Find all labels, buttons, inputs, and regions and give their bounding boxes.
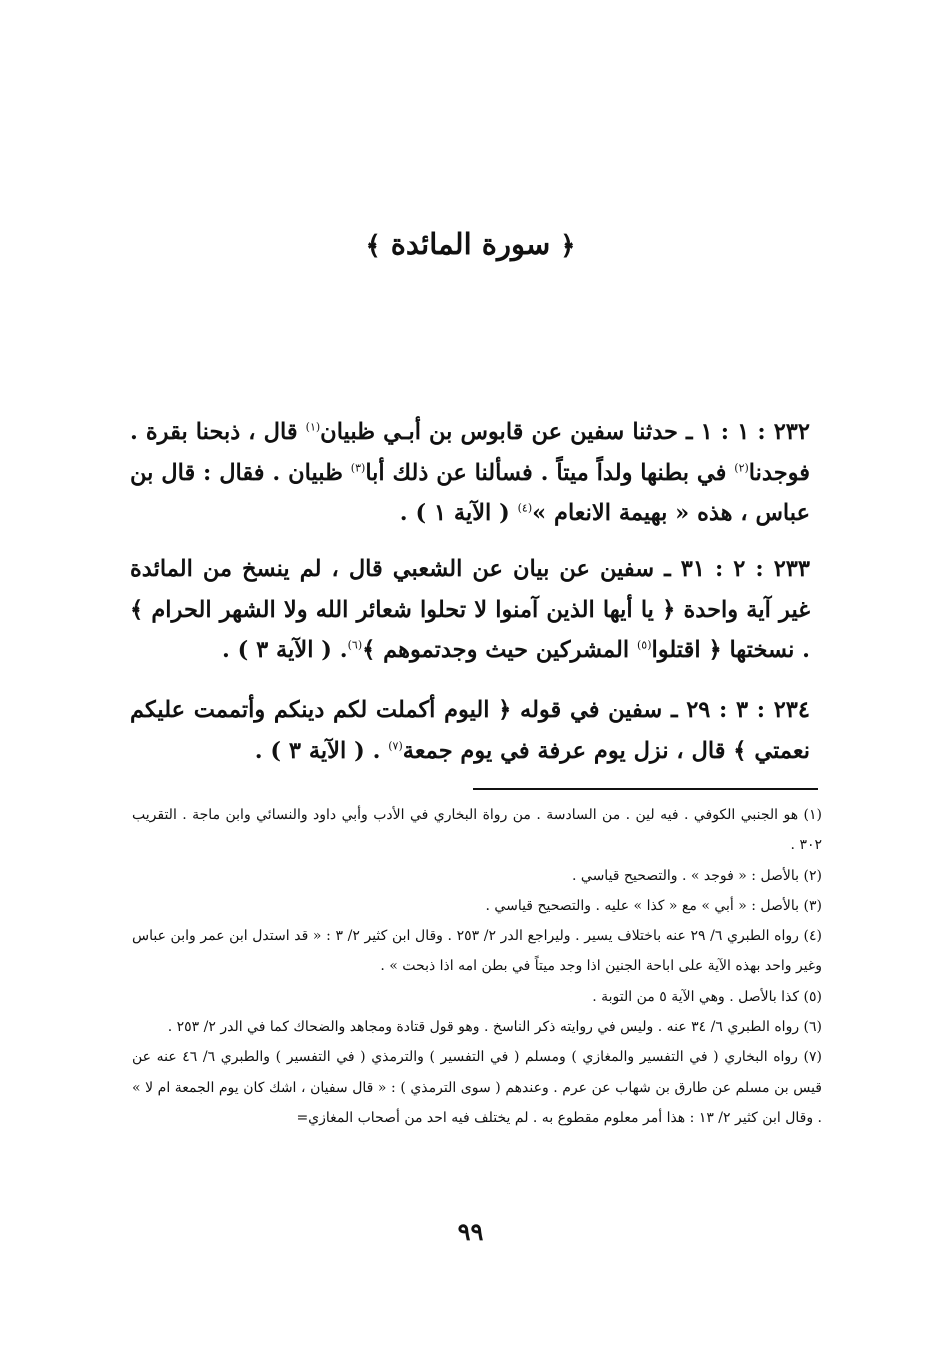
hadith-232 — [130, 412, 810, 534]
hadith-234 — [130, 690, 810, 771]
hadith-text: المشركين حيث وجدتموهم ﴾ — [362, 637, 637, 663]
footnote-separator — [473, 788, 818, 790]
footnote-1: (١) هو الجنبي الكوفي . فيه لين . من السادسة . من رواة البخاري في الأدب وأبي داود والنسائي وابن ماجة . التقريب ٣٠٢ . — [132, 807, 822, 854]
hadith-text: . ( الآية ٣ ) . — [221, 637, 348, 663]
hadith-text: في بطنها ولداً ميتاً . فسألنا عن ذلك أبا — [365, 459, 735, 486]
hadith-text: ( الآية ١ ) . — [399, 500, 518, 526]
hadith-text: ٢٣٢ : ١ : ١ ـ حدثنا سفين عن قابوس بن أبـي ظبيان — [320, 419, 810, 445]
footnote-marker: (٦) — [347, 638, 363, 652]
footnote-marker: (٣) — [350, 461, 366, 474]
footnote-4: (٤) رواه الطبري ٦/ ٢٩ عنه باختلاف يسير . وليراجع الدر ٢/ ٢٥٣ . وقال ابن كثير ٢/ ٣ : « قد استدل ابن عمر وابن عباس وغير واحد بهذه الآية على اباحة الجنين اذا وجد ميتاً في بطن امه اذا ذبحت » . — [132, 928, 822, 975]
footnote-marker: (٧) — [388, 739, 403, 752]
sura-title-text: سورة المائدة — [390, 227, 551, 261]
footnote-marker: (٤) — [517, 501, 533, 515]
hadith-text: ظبيان . فقال : قال بن عباس ، هذه « بهيمة الانعام » — [130, 459, 810, 526]
footnotes — [132, 800, 822, 1133]
footnote-marker: (١) — [305, 420, 321, 434]
footnote-marker: (٢) — [734, 461, 749, 474]
hadith-text: قال ، ذبحنا بقرة . فوجدنا — [130, 419, 810, 486]
hadith-text: ٢٣٣ : ٢ : ٣١ ـ سفين عن بيان عن الشعبي قال ، لم ينسخ من المائدة غير آية واحدة ﴿ يا أيها الذين آمنوا لا تحلوا شعائر الله ولا الشهر الحرام ﴾ . نسختها ﴿ اقتلوا — [130, 556, 810, 663]
footnote-7: (٧) رواه البخاري ( في التفسير والمغازي ) ومسلم ( في التفسير ) والترمذي ( في التفسير ) والطبري ٦/ ٤٦ عنه عن قيس بن مسلم عن طارق بن شهاب عن عرم . وعندهم ( سوى الترمذي ) : « قال سفيان ، اشك كان يوم الجمعة ام لا » . وقال ابن كثير ٢/ ١٣ : هذا أمر معلوم مقطوع به . لم يختلف فيه احد من أصحاب المغازي= — [132, 1049, 822, 1126]
ornament-bracket-close-icon: ﴾ — [365, 231, 381, 261]
footnote-6: (٦) رواه الطبري ٦/ ٣٤ عنه . وليس في روايته ذكر الناسخ . وهو قول قتادة ومجاهد والضحاك كما في الدر ٢/ ٢٥٣ . — [167, 1019, 822, 1036]
footnote-5: (٥) كذا بالأصل . وهي الآية ٥ من التوبة . — [592, 988, 822, 1005]
ornament-bracket-open-icon: ﴿ — [560, 231, 576, 261]
hadith-233 — [130, 549, 810, 671]
footnote-2: (٢) بالأصل : « فوجد » . والتصحيح قياسي . — [572, 867, 822, 884]
sura-title — [0, 222, 941, 268]
hadith-text: ٢٣٤ : ٣ : ٢٩ ـ سفين في قوله ﴿ اليوم أكملت لكم دينكم وأتممت عليكم نعمتي ﴾ قال ، نزل يوم عرفة في يوم جمعة — [130, 697, 810, 764]
page-number: ٩٩ — [457, 1217, 484, 1246]
footnote-marker: (٥) — [636, 638, 652, 652]
hadith-text: . ( الآية ٣ ) . — [254, 737, 389, 764]
footnote-3: (٣) بالأصل : « أبي » مع « كذا » عليه . والتصحيح قياسي . — [485, 897, 822, 914]
